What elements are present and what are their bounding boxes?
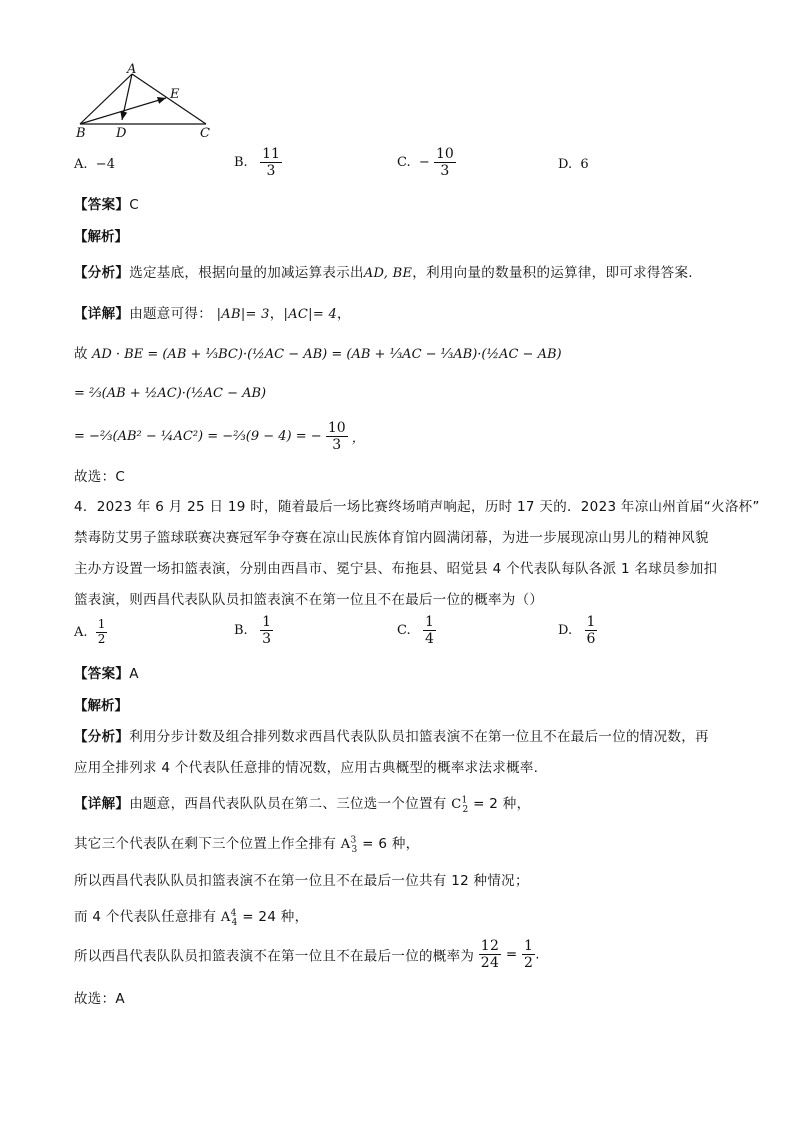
q3-fenxi: 【分析】选定基底，根据向量的加减运算表示出AD, BE，利用向量的数量积的运算律，即可求得答案. [74,265,693,281]
label-e: E [170,87,180,102]
q3-derivation-line-2: = ⅔(AB + ½AC)·(½AC − AB) [74,386,267,401]
q4-step-1: 【详解】由题意，西昌代表队队员在第二、三位选一个位置有 $C^1_2 = 2$ 种， [74,795,531,815]
q3-option-b: B. $\frac{11}{3}$ [234,146,280,180]
q3-derivation-line-3: = −⅔(AB² − ¼AC²) = −⅔(9 − 4) = − $\frac{10}{3}$ ， [74,420,365,454]
q4-conclusion: 故选：A [74,991,125,1007]
label-a: A [127,62,137,77]
q4-option-a: A. $\frac{1}{2}$ [74,617,106,646]
q3-derivation-line-1: 故 AD · BE = (AB + ⅓BC)·(½AC − AB) = (AB + ⅓AC − ⅓AB)·(½AC − AB) [74,346,562,362]
q4-step-2: 其它三个代表队在剩下三个位置上作全排有 $A^3_3 = 6$ 种， [74,835,420,855]
q4-option-b: B. $\frac{1}{3}$ [234,614,272,648]
q4-answer: 【答案】A [74,666,139,682]
q3-conclusion: 故选：C [74,469,126,485]
q4-stem-line-3: 主办方设置一场扣篮表演，分别由西昌市、冕宁县、布拖县、昭觉县 4 个代表队每队各派 1 名球员参加扣 [74,561,718,577]
triangle-figure [70,62,220,142]
q4-step-3: 所以西昌代表队队员扣篮表演不在第一位且不在最后一位共有 12 种情况； [74,873,529,889]
label-c: C [200,126,210,141]
q4-analysis-label: 【解析】 [74,698,128,714]
q4-option-d: D. $\frac{1}{6}$ [558,614,596,648]
q3-analysis-label: 【解析】 [74,229,128,245]
q4-stem-line-4: 篮表演，则西昌代表队队员扣篮表演不在第一位且不在最后一位的概率为（） [74,592,544,608]
q3-option-d: D. 6 [558,157,589,172]
q4-step-4: 而 4 个代表队任意排有 $A^4_4 = 24$ 种， [74,908,309,928]
q4-step-5: 所以西昌代表队队员扣篮表演不在第一位且不在最后一位的概率为 $\frac{12}{24}$ = $\frac{1}{2}$ . [74,938,540,972]
q3-xiangjie: 【详解】由题意可得： |AB|= 3，|AC|= 4， [74,306,351,322]
q4-stem-line-1: 4．2023 年 6 月 25 日 19 时，随着最后一场比赛终场哨声响起，历时 17 天的．2023 年凉山州首届“火洛杯” [74,499,760,515]
q3-option-c: C. − $\frac{10}{3}$ [397,146,454,180]
q3-answer: 【答案】C [74,197,139,213]
q3-option-a: A. −4 [74,157,115,172]
label-b: B [76,126,86,141]
q4-fenxi-line-2: 应用全排列求 4 个代表队任意排的情况数，应用古典概型的概率求法求概率. [74,760,539,776]
label-d: D [116,126,127,141]
q4-fenxi-line-1: 【分析】利用分步计数及组合排列数求西昌代表队队员扣篮表演不在第一位且不在最后一位的情况数，再 [74,729,709,745]
q4-stem-line-2: 禁毒防艾男子篮球联赛决赛冠军争夺赛在凉山民族体育馆内圆满闭幕，为进一步展现凉山男儿的精神风貌 [74,530,709,546]
q4-option-c: C. $\frac{1}{4}$ [397,614,434,648]
